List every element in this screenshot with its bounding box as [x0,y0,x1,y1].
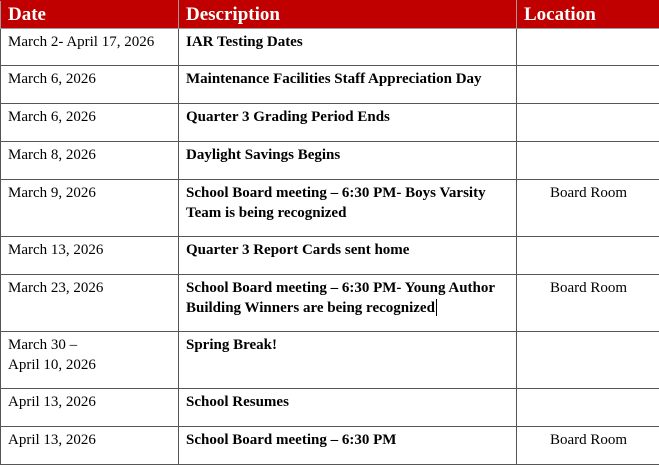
date-cell[interactable]: March 2- April 17, 2026 [1,29,179,66]
date-cell[interactable]: April 13, 2026 [1,389,179,427]
table-row [1,389,659,427]
location-cell[interactable]: Board Room [517,275,659,332]
location-cell[interactable]: Board Room [517,427,659,465]
table-row [1,427,659,465]
date-line-2: April 10, 2026 [8,357,96,373]
header-description: Description [179,1,517,29]
location-cell[interactable] [517,142,659,180]
location-cell[interactable] [517,237,659,275]
table-row [1,180,659,237]
description-text: School Board meeting – 6:30 PM- Young Author Building Winners are being recognized [186,280,495,316]
description-cell[interactable]: School Resumes [179,389,517,427]
date-line-1: March 30 – [8,337,78,353]
description-cell[interactable]: Quarter 3 Report Cards sent home [179,237,517,275]
location-cell[interactable] [517,104,659,142]
date-cell[interactable]: March 6, 2026 [1,104,179,142]
table-row [1,142,659,180]
text-cursor [436,299,437,316]
table-row [1,29,659,66]
date-cell[interactable]: March 6, 2026 [1,66,179,104]
location-cell[interactable] [517,29,659,66]
location-cell[interactable] [517,389,659,427]
header-location: Location [517,1,659,29]
table-row [1,104,659,142]
description-cell[interactable]: School Board meeting – 6:30 PM [179,427,517,465]
date-cell[interactable]: March 23, 2026 [1,275,179,332]
location-cell[interactable] [517,66,659,104]
table-row [1,332,659,389]
table-row [1,237,659,275]
date-cell[interactable]: April 13, 2026 [1,427,179,465]
location-cell[interactable] [517,332,659,389]
date-cell[interactable]: March 8, 2026 [1,142,179,180]
description-cell[interactable]: School Board meeting – 6:30 PM- Boys Varsity Team is being recognized [179,180,517,237]
header-date: Date [1,1,179,29]
table-header [1,1,659,29]
date-cell[interactable]: March 9, 2026 [1,180,179,237]
description-cell[interactable]: Daylight Savings Begins [179,142,517,180]
description-cell[interactable]: Quarter 3 Grading Period Ends [179,104,517,142]
table-row [1,275,659,332]
table-row [1,66,659,104]
description-cell[interactable]: Maintenance Facilities Staff Appreciation Day [179,66,517,104]
date-cell[interactable]: March 13, 2026 [1,237,179,275]
description-cell[interactable] [179,275,517,332]
description-cell[interactable]: IAR Testing Dates [179,29,517,66]
location-cell[interactable]: Board Room [517,180,659,237]
date-cell[interactable] [1,332,179,389]
description-cell[interactable]: Spring Break! [179,332,517,389]
